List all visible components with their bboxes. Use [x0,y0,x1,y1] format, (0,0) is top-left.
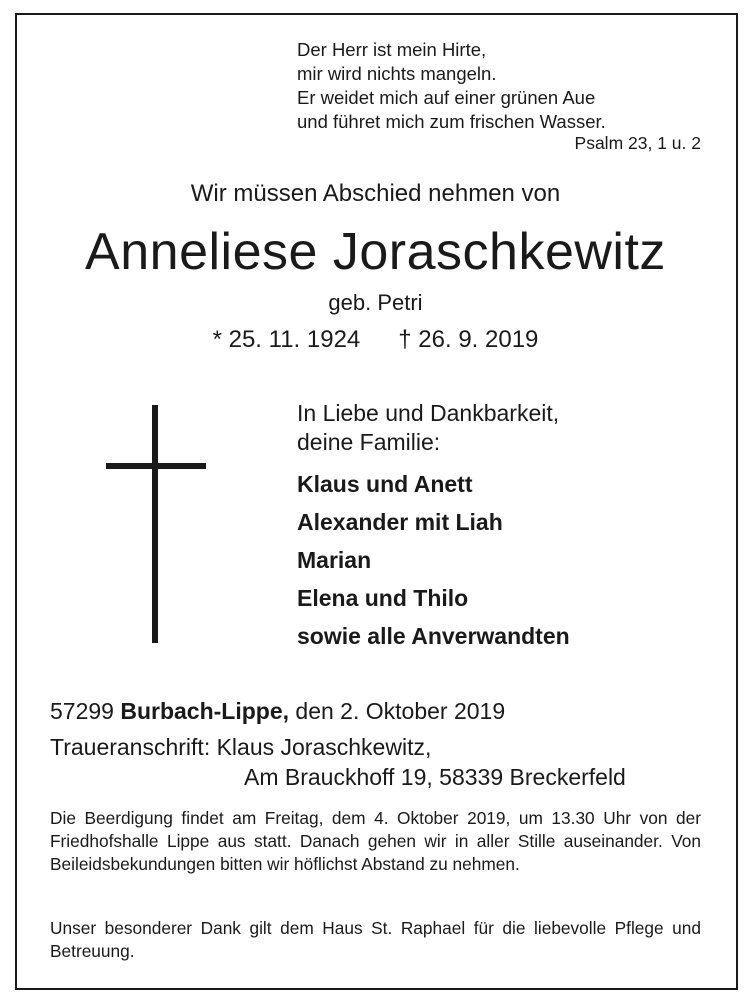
town: Burbach-Lippe, [120,698,290,724]
mourners-intro-line: deine Familie: [297,429,441,455]
funeral-notice: Die Beerdigung findet am Freitag, dem 4. Oktober 2019, um 13.30 Uhr von der Friedhofshalle Lippe aus statt. Danach gehen wir in aller Stille auseinander. Von Beileidsbekundungen bitten wir höflichst Abstand zu nehmen. [50,808,701,874]
notice-date: den 2. Oktober 2019 [295,698,506,724]
mourner-name: Alexander mit Liah [297,509,503,535]
place-date [50,698,505,725]
mourners-intro [297,399,559,457]
maiden-name: geb. Petri [328,290,423,315]
farewell-line: Wir müssen Abschied nehmen von [190,180,561,207]
birth-date: * 25. 11. 1924 [212,326,361,353]
cross-icon [152,405,158,643]
mourner-name: Klaus und Anett [297,471,473,497]
psalm-line: Der Herr ist mein Hirte, [297,39,487,60]
mourning-address-label: Traueranschrift: [50,734,211,760]
postcode: 57299 [50,698,114,724]
cross-icon-bar [106,463,206,469]
mourners-intro-line: In Liebe und Dankbarkeit, [297,400,560,426]
psalm-line: und führet mich zum frischen Wasser. [297,111,606,132]
mourning-address-name: Klaus Joraschkewitz, [216,734,432,760]
death-date: † 26. 9. 2019 [398,326,539,353]
mourners-list [297,465,570,655]
mourning-address-line-1 [50,734,431,761]
life-dates [0,326,751,354]
mourning-address-street: Am Brauckhoff 19, 58339 Breckerfeld [244,764,626,790]
psalm-quote [297,38,606,134]
psalm-reference: Psalm 23, 1 u. 2 [574,133,701,153]
psalm-line: mir wird nichts mangeln. [297,63,497,84]
deceased-name: Anneliese Joraschkewitz [85,223,666,281]
mourner-name: Elena und Thilo [297,585,469,611]
thanks-note: Unser besonderer Dank gilt dem Haus St. Raphael für die liebevolle Pflege und Betreuung. [50,918,701,961]
psalm-line: Er weidet mich auf einer grünen Aue [297,87,596,108]
mourner-name: sowie alle Anverwandten [297,623,570,649]
mourner-name: Marian [297,547,372,573]
